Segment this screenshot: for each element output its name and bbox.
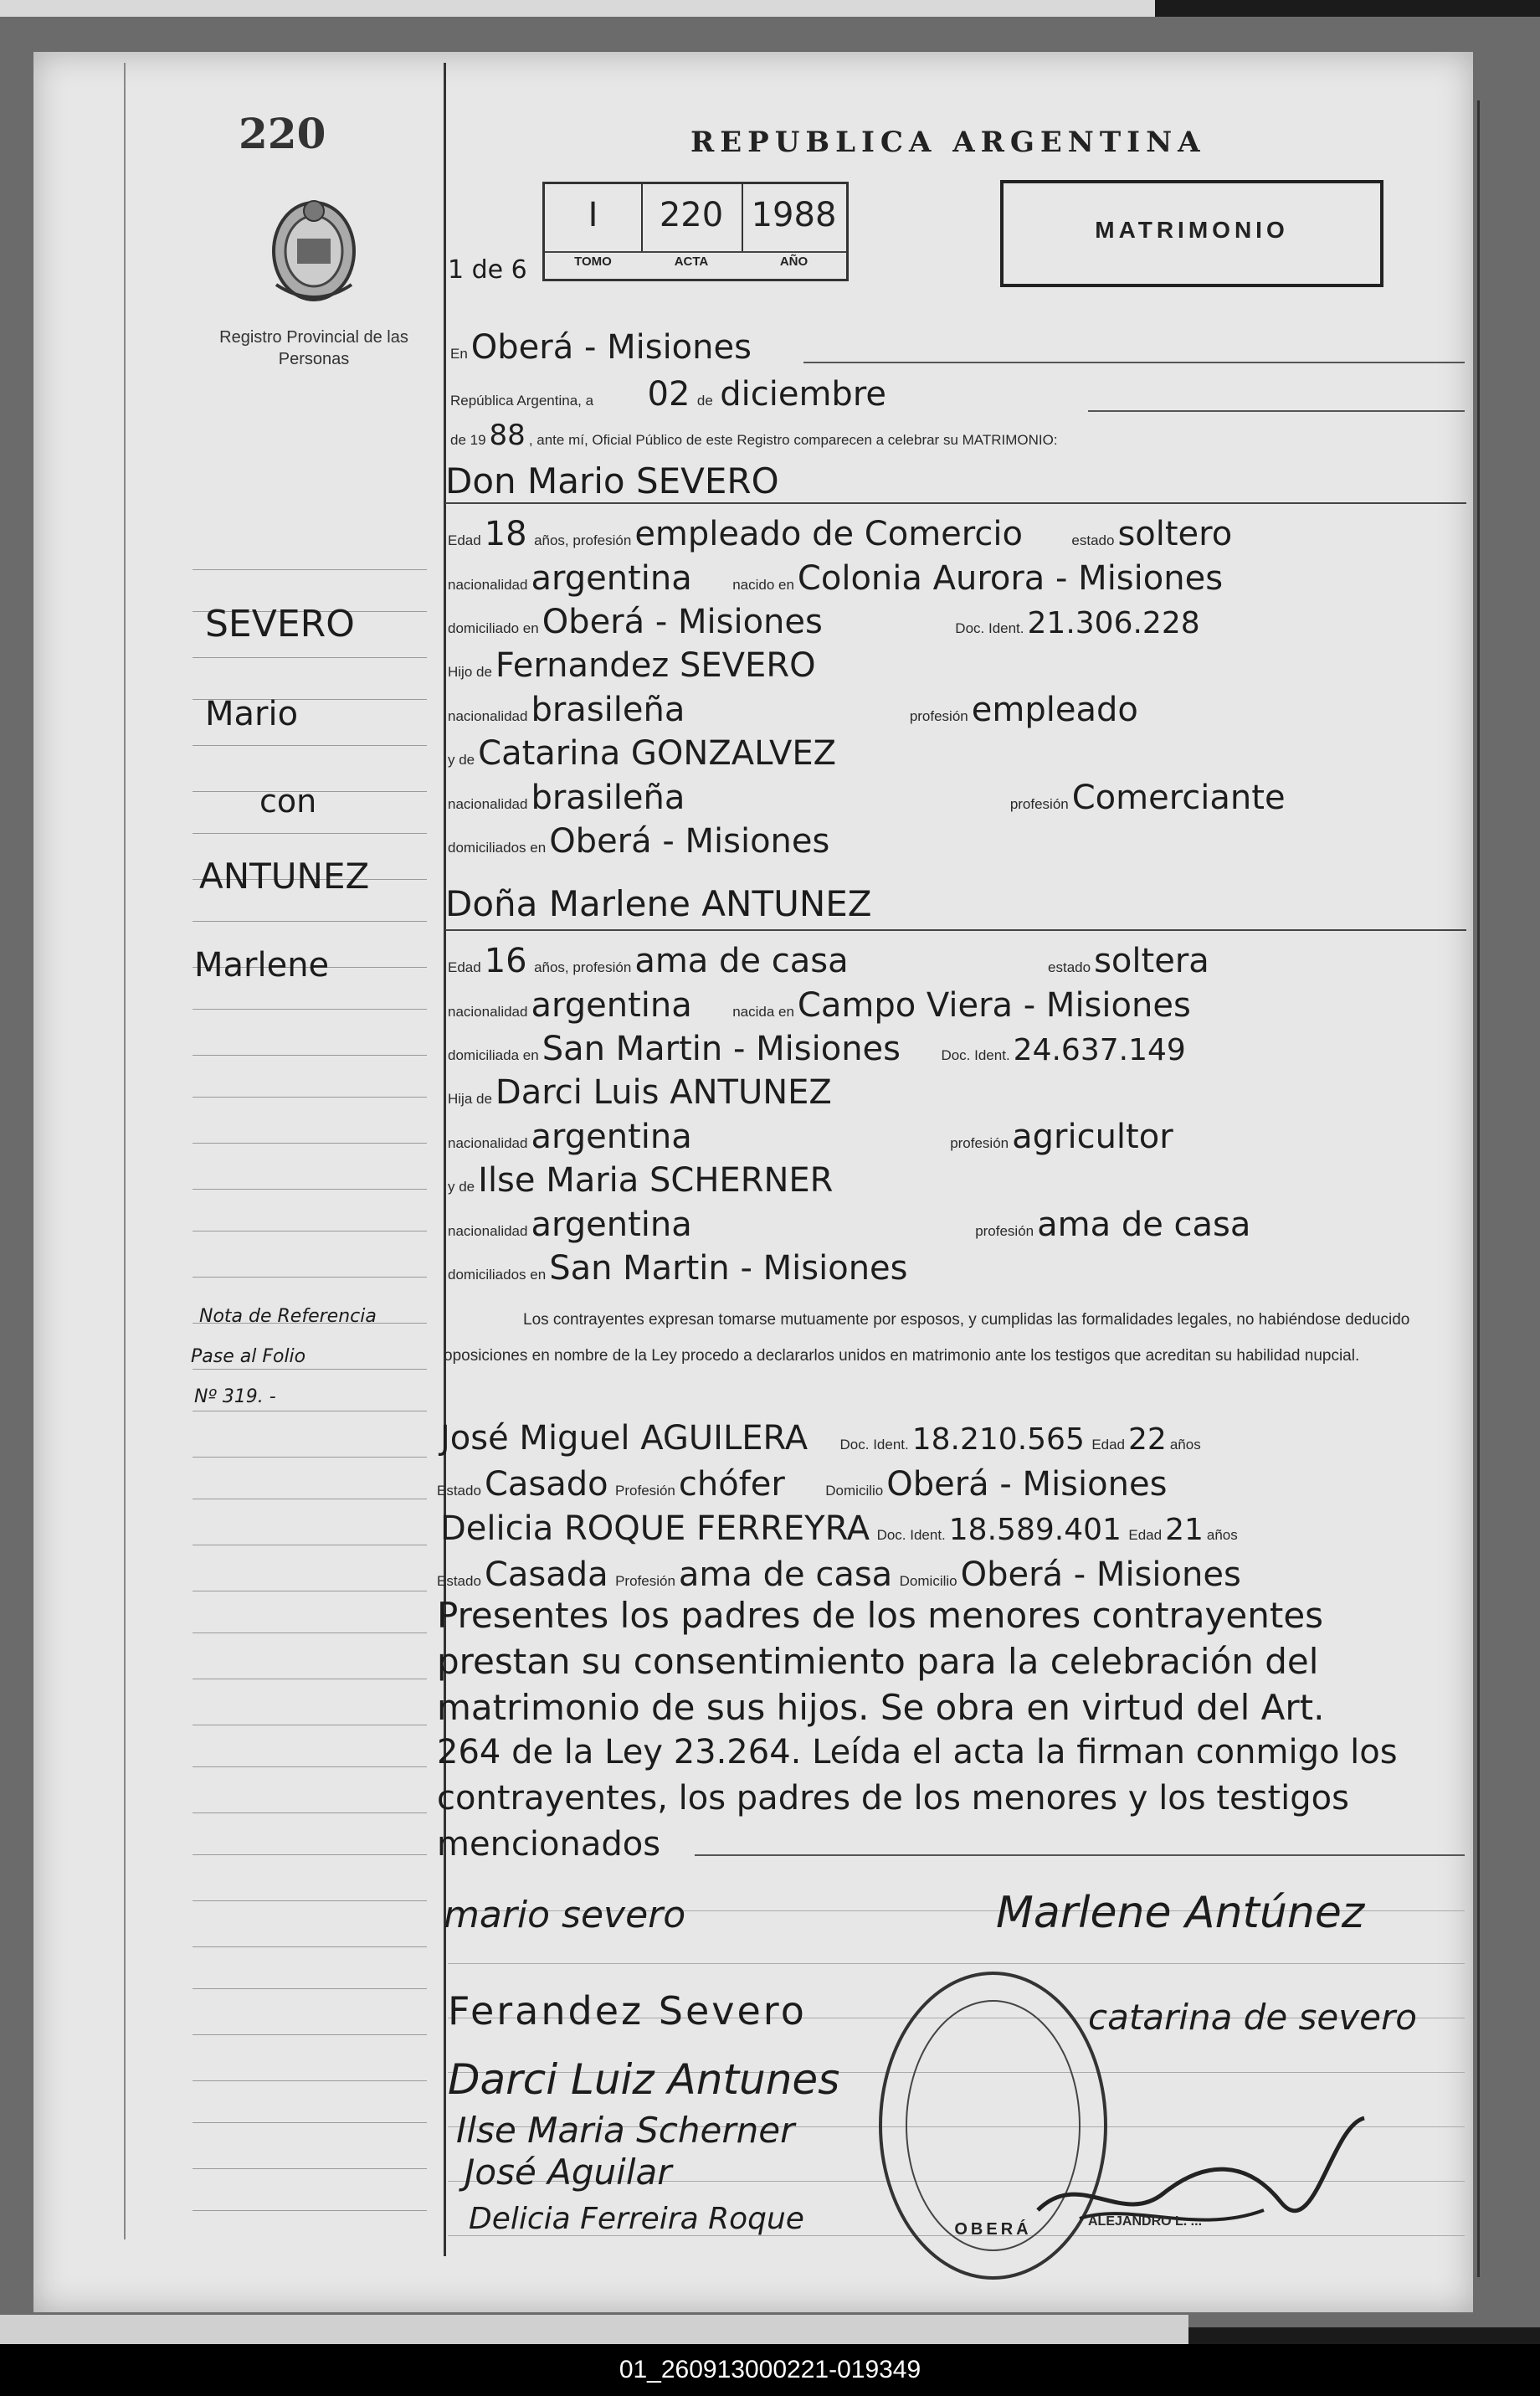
bride-nationality-line: nacionalidad argentina nacida en Campo Viera - Misiones [448, 986, 1191, 1025]
bride-signature: Marlene Antúnez [996, 1888, 1365, 1938]
bride-mother-signature: Ilse Maria Scherner [456, 2110, 795, 2151]
margin-bride-name: Marlene [194, 946, 330, 985]
ano-label: AÑO [779, 255, 808, 269]
intro-year-line: de 19 88 , ante mí, Oficial Público de este Registro comparecen a celebrar su MATRIMONIO: [450, 419, 1058, 452]
note-line: 264 de la Ley 23.264. Leída el acta la firman conmigo los [437, 1733, 1398, 1771]
witness1-detail-line: Estado Casado Profesión chófer Domicilio Oberá - Misiones [437, 1465, 1168, 1504]
witness2-line: Delicia ROQUE FERREYRA Doc. Ident. 18.589.401 Edad 21 años [440, 1509, 1238, 1548]
left-page-edge [124, 63, 126, 2239]
witness1-signature: José Aguilar [465, 2152, 672, 2193]
tomo-label: TOMO [574, 255, 612, 269]
margin-groom-name: Mario [205, 695, 299, 733]
note-line: matrimonio de sus hijos. Se obra en virtud del Art. [437, 1687, 1325, 1728]
margin-groom-surname: SEVERO [205, 603, 355, 645]
groom-signature: mario severo [444, 1894, 686, 1936]
margin-note-line2: Pase al Folio [191, 1346, 306, 1367]
groom-full-name: Don Mario SEVERO [445, 460, 779, 501]
seal-text: OBERÁ [954, 2220, 1032, 2239]
groom-father-nat-line: nacionalidad brasileña profesión empleado [448, 691, 1138, 729]
margin-con: con [259, 783, 317, 820]
margin-note-line1: Nota de Referencia [199, 1306, 377, 1327]
witness2-detail-line: Estado Casada Profesión ama de casa Domicilio Oberá - Misiones [437, 1555, 1241, 1594]
groom-father-signature: Ferandez Severo [448, 1988, 807, 2034]
margin-bride-surname: ANTUNEZ [199, 856, 370, 897]
bride-father-signature: Darci Luiz Antunes [448, 2055, 840, 2104]
official-name-stamp: ALEJANDRO L. ... [1088, 2214, 1203, 2229]
bride-full-name: Doña Marlene ANTUNEZ [445, 883, 872, 924]
registry-box [542, 182, 849, 281]
groom-mother-signature: catarina de severo [1088, 1997, 1417, 2038]
intro-place-line: En Oberá - Misiones [450, 328, 752, 367]
bride-father-line: Hija de Darci Luis ANTUNEZ [448, 1073, 832, 1112]
ano-cell: 1988 [751, 196, 837, 234]
image-identifier: 01_260913000221-019349 [0, 2344, 1540, 2396]
groom-domicile-line: domiciliado en Oberá - Misiones Doc. Ident. 21.306.228 [448, 603, 1200, 641]
groom-mother-nat-line: nacionalidad brasileña profesión Comerciante [448, 779, 1286, 817]
folio-number: 220 [239, 109, 326, 158]
groom-father-line: Hijo de Fernandez SEVERO [448, 646, 816, 685]
note-line: prestan su consentimiento para la celebración del [437, 1641, 1319, 1682]
witness2-signature: Delicia Ferreira Roque [469, 2202, 804, 2236]
bride-mother-nat-line: nacionalidad argentina profesión ama de casa [448, 1206, 1251, 1244]
bride-domicile-line: domiciliada en San Martin - Misiones Doc. Ident. 24.637.149 [448, 1030, 1186, 1068]
note-line: mencionados [437, 1825, 661, 1864]
declaration-text: Los contrayentes expresan tomarse mutuamente por esposos, y cumplidas las formalidades legales, no habiéndose deducido oposiciones en nombre de la Ley procedo a declararlos unidos en matrimonio ante los testigos que acreditan su habilidad nupcial. [444, 1311, 1410, 1365]
groom-parents-domicile-line: domiciliados en Oberá - Misiones [448, 822, 830, 861]
document-title: REPUBLICA ARGENTINA [690, 126, 1206, 159]
groom-nationality-line: nacionalidad argentina nacido en Colonia Aurora - Misiones [448, 559, 1224, 598]
margin-note-count: 1 de 6 [448, 255, 527, 285]
right-border [1477, 100, 1480, 2277]
note-line: contrayentes, los padres de los menores y los testigos [437, 1779, 1349, 1818]
official-signature-icon [1029, 2110, 1381, 2252]
bride-mother-line: y de Ilse Maria SCHERNER [448, 1161, 834, 1200]
acta-label: ACTA [674, 255, 709, 269]
bride-age-line: Edad 16 años, profesión ama de casa estado soltera [448, 942, 1209, 980]
intro-date-line: República Argentina, a 02 de diciembre [450, 375, 886, 414]
provincial-crest-icon [268, 193, 360, 306]
margin-note-line3: Nº 319. - [194, 1386, 276, 1407]
act-type-label: MATRIMONIO [1095, 217, 1289, 243]
groom-mother-line: y de Catarina GONZALVEZ [448, 734, 837, 773]
bride-parents-domicile-line: domiciliados en San Martin - Misiones [448, 1249, 908, 1288]
bride-father-nat-line: nacionalidad argentina profesión agricultor [448, 1118, 1173, 1156]
witness1-line: José Miguel AGUILERA Doc. Ident. 18.210.565 Edad 22 años [440, 1419, 1201, 1458]
acta-cell: 220 [641, 184, 743, 251]
registry-office-label: Registro Provincial de las Personas [219, 328, 408, 368]
tomo-cell: I [545, 184, 643, 251]
note-line: Presentes los padres de los menores contrayentes [437, 1595, 1324, 1636]
act-type-box [1000, 180, 1383, 287]
groom-age-line: Edad 18 años, profesión empleado de Comercio estado soltero [448, 515, 1233, 553]
